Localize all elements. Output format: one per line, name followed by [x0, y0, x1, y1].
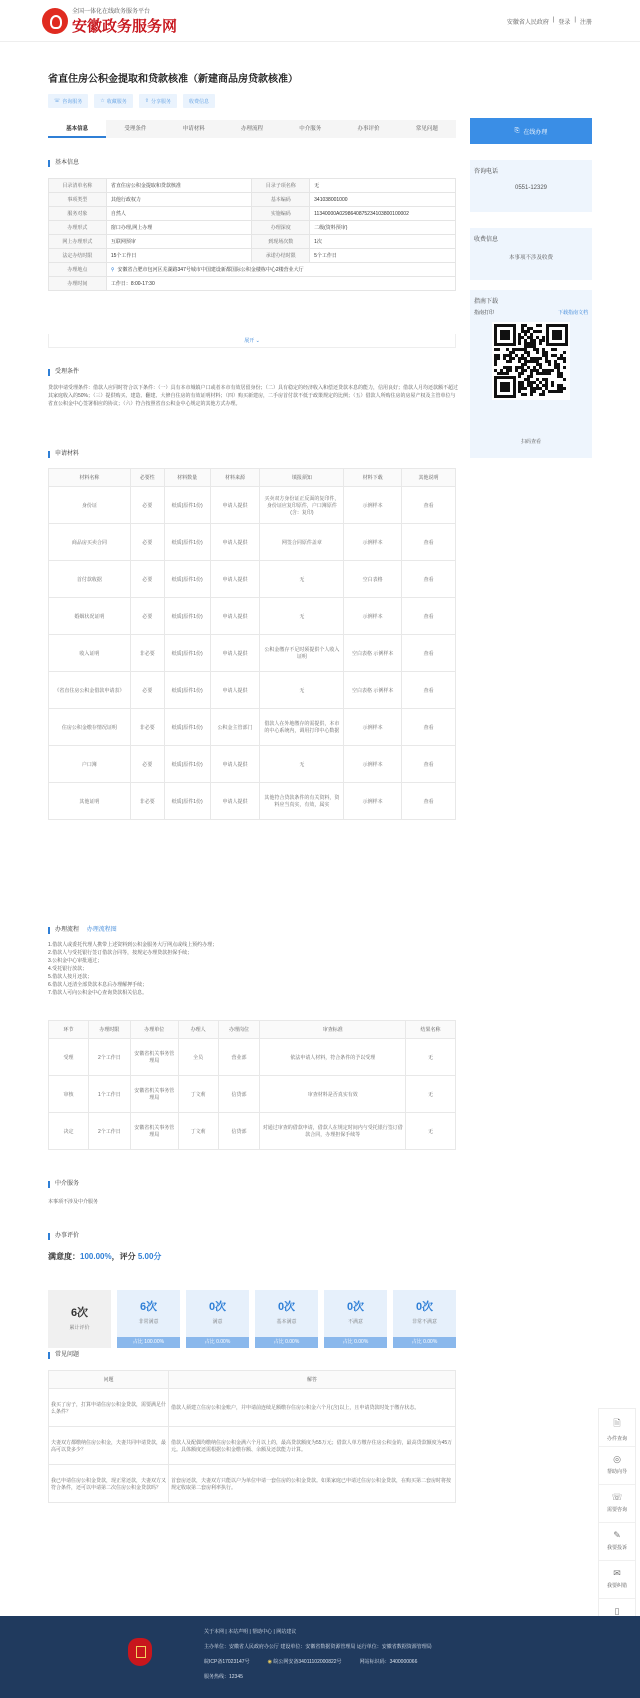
info-row — [49, 193, 456, 207]
section-tabs — [48, 120, 456, 138]
download-sample-link[interactable]: 示例样本 — [344, 709, 402, 746]
table-cell: 借款人及配偶均缴纳住房公积金满六个月以上的，最高贷款额度为55万元；借款人单方缴存住房公积金的，最高贷款额度为45万元。具体额度还需根据公积金缴存额、余额及还款能力计算。 — [169, 1427, 456, 1465]
column-header: 结果名称 — [406, 1021, 456, 1039]
top-links — [507, 17, 592, 26]
table-cell: 无 — [406, 1113, 456, 1150]
consult-phone: 0551-12329 — [514, 185, 548, 191]
download-sample-link[interactable]: 示例样本 — [344, 524, 402, 561]
table-cell: 营业部 — [218, 1039, 260, 1076]
fee-title: 收费信息 — [474, 237, 499, 243]
tab-basic-info[interactable]: 基本信息 — [48, 120, 106, 138]
section-heading-faq: 常见问题 — [48, 1352, 79, 1359]
qr-code-icon — [492, 322, 570, 400]
evaluation-ratio: 占比 0.00% — [324, 1337, 387, 1348]
chat-icon: ☏ — [611, 1492, 623, 1502]
police-record[interactable]: ◉ 皖公网安备34011102000822号 — [267, 1659, 342, 1665]
consult-box — [470, 160, 592, 212]
download-sample-link[interactable]: 空白表格 — [344, 561, 402, 598]
table-cell: 申请人提供 — [210, 598, 260, 635]
consult-title: 咨询电话 — [474, 169, 499, 175]
table-cell: 1个工作日 — [88, 1076, 130, 1113]
location-pin-icon: ⚲ — [110, 267, 115, 273]
evaluation-card — [255, 1290, 318, 1348]
view-link[interactable]: 查看 — [402, 783, 456, 820]
info-key: 基本编码 — [252, 193, 310, 207]
apply-icon: ⎘ — [514, 127, 520, 134]
table-cell: 必要 — [130, 672, 164, 709]
evaluation-card — [117, 1290, 180, 1348]
process-step: 1.借款人或委托代理人携带上述资料到公积金服务大厅网点或线上预约办理； — [48, 942, 218, 948]
view-link[interactable]: 查看 — [402, 635, 456, 672]
info-value: 其他行政权力 — [106, 193, 251, 207]
table-cell: 首付款收据 — [49, 561, 131, 598]
table-cell: 必要 — [130, 746, 164, 783]
info-key: 办理地点 — [49, 263, 107, 277]
download-sample-link[interactable]: 空白表格 示例样本 — [344, 672, 402, 709]
float-menu-label: 帮助向导 — [606, 1469, 627, 1475]
table-row — [49, 1427, 456, 1465]
info-row — [49, 221, 456, 235]
section-heading-basic: 基本信息 — [48, 160, 79, 167]
info-key: 实施编码 — [252, 207, 310, 221]
table-cell: 信贷部 — [218, 1113, 260, 1150]
conditions-text: 贷款申请受理条件：借款人应同时符合以下条件：（一）具有本市城镇户口或者本市有效居留身份；（二）具有稳定的经济收入和偿还贷款本息的能力，信用良好；借款人月均还款额不超过其家庭收入的50%；（三）提供购买、建造、翻建、大修自住房的有效证明材料；（四）购买新建房，二手房首付款不低于政策规定的比例；（五）借款人所购住房的房屋产权及主管单位与省直公积金中心签署相应的协议；（六）符合按照省直公积金中心规定的其他方式办理。 — [48, 385, 459, 407]
table-cell: 安徽省机关事务管理局 — [130, 1076, 178, 1113]
table-cell: 户口簿 — [49, 746, 131, 783]
site-logo-icon[interactable] — [42, 8, 68, 34]
basic-info-table — [48, 178, 456, 291]
table-cell: 申请人提供 — [210, 635, 260, 672]
info-value: 1次 — [310, 235, 456, 249]
table-cell: 夫妻双方都缴纳住房公积金，夫妻共同申请贷款，最高可以贷多少？ — [49, 1427, 169, 1465]
process-table — [48, 1020, 456, 1150]
table-cell: 纸质(原件1份) — [164, 672, 210, 709]
online-apply-button[interactable]: ⎘ 在线办理 — [470, 118, 592, 144]
info-value: 5个工作日 — [310, 249, 456, 263]
table-cell: 公积金主管部门 — [210, 709, 260, 746]
info-value: 二级(资料预审) — [310, 221, 456, 235]
table-cell: 依法申请人材料，符合条件的予以受理 — [260, 1039, 406, 1076]
table-cell: 必要 — [130, 598, 164, 635]
info-row — [49, 207, 456, 221]
table-row — [49, 598, 456, 635]
section-heading-agency: 中介服务 — [48, 1181, 79, 1188]
view-link[interactable]: 查看 — [402, 598, 456, 635]
table-cell: 首套房还款，夫妻双方只能以户为单位申请一套住房的公积金贷款。如果家庭已申请过住房公积金贷款，在购买第二套房时将按规定收取第二套房利率执行。 — [169, 1465, 456, 1503]
materials-table — [48, 468, 456, 820]
float-menu-item[interactable] — [599, 1447, 635, 1485]
table-cell: 借款人在外地缴存的需提供，本市的中心系统内，调用打印中心数据 — [260, 709, 344, 746]
platform-name[interactable]: 安徽政务服务网 — [72, 18, 178, 35]
table-cell: 买卖双方身份证正反面的复印件，身份证应复印原件，户口簿原件(含：复印) — [260, 487, 344, 524]
mobile-icon: ▯ — [614, 1606, 620, 1616]
process-step: 7.借款人可向公积金中心查询贷款相关信息。 — [48, 990, 148, 996]
info-row-hours — [49, 277, 456, 291]
evaluation-ratio: 占比 0.00% — [255, 1337, 318, 1348]
column-header: 其他说明 — [402, 469, 456, 487]
footer-host: 主办单位：安徽省人民政府办公厅 建设单位：安徽省数据资源管理局 运行单位：安徽省数据资源管理局 — [204, 1644, 432, 1650]
evaluation-count: 0次 — [415, 1301, 434, 1313]
police-badge-icon: ◉ — [267, 1659, 272, 1665]
column-header: 材料名称 — [49, 469, 131, 487]
edit-icon: ✎ — [613, 1530, 621, 1540]
tab-conditions[interactable]: 受理条件 — [124, 126, 147, 132]
table-row — [49, 783, 456, 820]
table-cell: 我已申请住房公积金贷款，现正常还款，夫妻双方又符合条件，还可以申请第二次住房公积金贷款吗？ — [49, 1465, 169, 1503]
column-header: 办理岗位 — [218, 1021, 260, 1039]
table-row — [49, 746, 456, 783]
tab-faq[interactable]: 常见问题 — [415, 126, 438, 132]
table-cell: 身份证 — [49, 487, 131, 524]
evaluation-ratio: 占比 0.00% — [393, 1337, 456, 1348]
table-cell: 申请人提供 — [210, 487, 260, 524]
search-doc-icon: 🗎 — [613, 1418, 621, 1428]
site-footer — [0, 1616, 640, 1698]
evaluation-ratio: 占比 0.00% — [186, 1337, 249, 1348]
table-cell: 其他符合贷款条件的有关资料，资料应当真实，有效，属实 — [260, 783, 344, 820]
info-row — [49, 235, 456, 249]
info-key: 服务对象 — [49, 207, 107, 221]
table-cell: 其他证明 — [49, 783, 131, 820]
table-cell: 纸质(原件1份) — [164, 783, 210, 820]
star-icon: ☆ — [100, 98, 105, 104]
share-action-button[interactable]: ⇪ 分享服务 — [139, 94, 177, 108]
favorite-action-button[interactable]: ☆ 收藏服务 — [94, 94, 133, 108]
tab-process[interactable]: 办理流程 — [240, 126, 263, 132]
column-header: 填报须知 — [260, 469, 344, 487]
tab-evaluation[interactable]: 办事评价 — [357, 126, 380, 132]
column-header: 办理人 — [178, 1021, 218, 1039]
agency-text: 本事项不涉及中介服务 — [48, 1199, 99, 1205]
footer-registrations — [204, 1658, 417, 1665]
table-row — [49, 487, 456, 524]
table-cell: 决定 — [49, 1113, 89, 1150]
table-cell: 审查材料是否真实有效 — [260, 1076, 406, 1113]
evaluation-count: 0次 — [277, 1301, 296, 1313]
evaluation-count: 6次 — [70, 1307, 89, 1319]
table-row — [49, 672, 456, 709]
table-cell: 无 — [260, 561, 344, 598]
column-header: 办理单位 — [130, 1021, 178, 1039]
table-row — [49, 1389, 456, 1427]
guide-download-link[interactable]: 下载指南文档 — [557, 310, 588, 316]
float-menu-item[interactable] — [599, 1523, 635, 1561]
table-row — [49, 709, 456, 746]
evaluation-label: 不满意 — [347, 1319, 363, 1325]
table-cell: 商品房买卖合同 — [49, 524, 131, 561]
compass-icon: ◎ — [613, 1454, 621, 1464]
info-key: 到现场次数 — [252, 235, 310, 249]
process-step: 3.公积金中心审批通过； — [48, 958, 103, 964]
section-heading-materials: 申请材料 — [48, 451, 79, 458]
fee-value: 本事项不涉及收费 — [508, 255, 553, 261]
table-cell: 网签合同原件盖章 — [260, 524, 344, 561]
table-cell: 全员 — [178, 1039, 218, 1076]
column-header: 审查标准 — [260, 1021, 406, 1039]
info-value: 15个工作日 — [106, 249, 251, 263]
evaluation-count: 6次 — [139, 1301, 158, 1313]
footer-hotline: 服务热线：12345 — [204, 1674, 243, 1680]
guide-title: 指南下载 — [474, 299, 499, 305]
table-cell: 纸质(原件1份) — [164, 598, 210, 635]
table-cell: 申请人提供 — [210, 672, 260, 709]
info-row — [49, 179, 456, 193]
table-cell: 审核 — [49, 1076, 89, 1113]
info-row — [49, 249, 456, 263]
table-cell: 安徽省机关事务管理局 — [130, 1039, 178, 1076]
evaluation-card — [324, 1290, 387, 1348]
table-cell: 婚姻状况证明 — [49, 598, 131, 635]
table-cell: 2个工作日 — [88, 1039, 130, 1076]
table-cell: 纸质(原件1份) — [164, 561, 210, 598]
info-key: 承诺办结时限 — [252, 249, 310, 263]
footer-links[interactable]: 关于本网 | 本站声明 | 帮助中心 | 网站建议 — [204, 1629, 297, 1635]
evaluation-label: 满意 — [212, 1319, 223, 1325]
info-value-address: ⚲ 安徽省合肥市包河区芜湖路347号城市中国建设新都国际公积金楼栋中心2楼营业大厅 — [106, 263, 455, 277]
info-key: 办理形式 — [49, 221, 107, 235]
table-cell: 安徽省机关事务管理局 — [130, 1113, 178, 1150]
view-link[interactable]: 查看 — [402, 709, 456, 746]
view-link[interactable]: 查看 — [402, 524, 456, 561]
table-cell: 受理 — [49, 1039, 89, 1076]
table-cell: 对通过审查的借款申请，借款人在规定时间内与受托银行签订借款合同，办理担保手续等 — [260, 1113, 406, 1150]
info-key: 法定办结时限 — [49, 249, 107, 263]
table-cell: 非必要 — [130, 709, 164, 746]
info-key: 办理时间 — [49, 277, 107, 291]
evaluation-label: 非常不满意 — [411, 1319, 437, 1325]
table-row — [49, 561, 456, 598]
section-heading-process: 办理流程 办理流程图 — [48, 927, 117, 934]
table-cell: 申请人提供 — [210, 524, 260, 561]
process-steps — [48, 941, 458, 997]
evaluation-summary: 满意度：100.00%，评分 5.00分 — [48, 1252, 162, 1261]
consult-icon: ☏ — [54, 98, 61, 104]
icp-record[interactable]: 皖ICP备17023147号 — [204, 1659, 250, 1665]
separator: | — [574, 17, 576, 23]
table-row — [49, 524, 456, 561]
tab-materials[interactable]: 申请材料 — [182, 126, 205, 132]
info-row-address — [49, 263, 456, 277]
view-link[interactable]: 查看 — [402, 487, 456, 524]
table-cell: 收入证明 — [49, 635, 131, 672]
table-cell: 住房公积金缴存情况证明 — [49, 709, 131, 746]
guide-box — [470, 290, 592, 458]
evaluation-label: 非常满意 — [138, 1319, 159, 1325]
info-value-hours: 工作日：8:00-17:30 — [106, 277, 455, 291]
table-cell: 无 — [406, 1039, 456, 1076]
column-header: 材料下载 — [344, 469, 402, 487]
float-menu-item[interactable] — [599, 1409, 635, 1447]
table-cell: 必要 — [130, 487, 164, 524]
float-menu-label: 我要投诉 — [606, 1545, 627, 1551]
evaluation-count: 0次 — [346, 1301, 365, 1313]
national-emblem-icon — [128, 1638, 152, 1666]
table-cell: 必要 — [130, 524, 164, 561]
info-value: 自然人 — [106, 207, 251, 221]
table-cell: 纸质(原件1份) — [164, 746, 210, 783]
evaluation-card — [48, 1290, 111, 1348]
process-step: 2.借款人与受托银行签订借款合同等，按规定办理贷款担保手续； — [48, 950, 193, 956]
evaluation-ratio: 占比 100.00% — [117, 1337, 180, 1348]
column-header: 办理时限 — [88, 1021, 130, 1039]
table-cell: 丁文莉 — [178, 1076, 218, 1113]
login-link[interactable]: 登录 — [558, 20, 571, 26]
table-cell: 无 — [260, 672, 344, 709]
download-sample-link[interactable]: 示例样本 — [344, 783, 402, 820]
evaluation-label: 基本满意 — [276, 1319, 297, 1325]
process-step: 4.受托银行放款； — [48, 966, 88, 972]
table-cell: 纸质(原件1份) — [164, 709, 210, 746]
table-cell: 信贷部 — [218, 1076, 260, 1113]
info-value: 无 — [310, 179, 456, 193]
qr-caption: 扫码查看 — [520, 439, 541, 445]
action-row — [48, 94, 215, 108]
process-chart-link[interactable]: 办理流程图 — [86, 927, 117, 933]
site-code: 网站标识码：3400000066 — [359, 1659, 418, 1665]
section-heading-conditions: 受理条件 — [48, 369, 79, 376]
separator: | — [552, 17, 555, 23]
download-sample-link[interactable]: 示例样本 — [344, 746, 402, 783]
evaluation-count: 0次 — [208, 1301, 227, 1313]
download-sample-link[interactable]: 示例样本 — [344, 487, 402, 524]
evaluation-card — [186, 1290, 249, 1348]
table-cell: 《省直住房公积金借款申请表》 — [49, 672, 131, 709]
table-cell: 无 — [260, 598, 344, 635]
float-menu-label: 需要咨询 — [606, 1507, 627, 1513]
column-header: 材料数量 — [164, 469, 210, 487]
info-key: 目录清单名称 — [49, 179, 107, 193]
table-cell: 必要 — [130, 561, 164, 598]
float-menu-label: 我要纠错 — [606, 1583, 627, 1589]
info-key: 办理深度 — [252, 221, 310, 235]
fee-box — [470, 228, 592, 280]
info-key: 网上办理形式 — [49, 235, 107, 249]
guide-print-link[interactable]: 指南打印 — [474, 310, 495, 316]
tab-agency[interactable]: 中介服务 — [299, 126, 322, 132]
info-value: 省直住房公积金提取和贷款核准 — [106, 179, 251, 193]
view-link[interactable]: 查看 — [402, 746, 456, 783]
consult-action-button[interactable]: ☏ 咨询服务 — [48, 94, 88, 108]
view-link[interactable]: 查看 — [402, 561, 456, 598]
table-cell: 非必要 — [130, 635, 164, 672]
column-header: 解答 — [169, 1371, 456, 1389]
table-cell: 纸质(原件1份) — [164, 487, 210, 524]
platform-subtitle: 全国一体化在线政务服务平台 — [72, 9, 151, 15]
table-cell: 公积金缴存不足时须提供个人收入证明 — [260, 635, 344, 672]
info-value: 窗口办理,网上办理 — [106, 221, 251, 235]
table-cell: 我买了房子，打算申请住房公积金贷款，需要满足什么条件？ — [49, 1389, 169, 1427]
process-step: 6.借款人还清全部贷款本息后办理解押手续； — [48, 982, 148, 988]
table-cell: 纸质(原件1份) — [164, 635, 210, 672]
table-cell: 申请人提供 — [210, 783, 260, 820]
info-value: 341038001000 — [310, 193, 456, 207]
info-value: 11340000A0298640875234103800100002 — [310, 207, 456, 221]
table-row — [49, 1465, 456, 1503]
view-link[interactable]: 查看 — [402, 672, 456, 709]
table-cell: 无 — [260, 746, 344, 783]
evaluation-card — [393, 1290, 456, 1348]
mail-icon: ✉ — [613, 1568, 621, 1578]
column-header: 材料来源 — [210, 469, 260, 487]
process-step: 5.借款人按月还款； — [48, 974, 93, 980]
faq-table — [48, 1370, 456, 1503]
evaluation-cards — [48, 1290, 456, 1348]
column-header: 必要性 — [130, 469, 164, 487]
table-row — [49, 635, 456, 672]
table-cell: 申请人提供 — [210, 561, 260, 598]
site-header — [0, 0, 640, 42]
column-header: 环节 — [49, 1021, 89, 1039]
expand-button[interactable]: 展开 ⌄ — [48, 334, 456, 348]
download-sample-link[interactable]: 空白表格 示例样本 — [344, 635, 402, 672]
table-row — [49, 1039, 456, 1076]
table-cell: 丁文莉 — [178, 1113, 218, 1150]
download-sample-link[interactable]: 示例样本 — [344, 598, 402, 635]
table-cell: 申请人提供 — [210, 746, 260, 783]
float-menu-label: 办件查询 — [606, 1436, 627, 1442]
float-menu-item[interactable] — [599, 1485, 635, 1523]
table-cell: 2个工作日 — [88, 1113, 130, 1150]
register-link[interactable]: 注册 — [579, 20, 592, 26]
float-menu-item[interactable] — [599, 1561, 635, 1599]
gov-link[interactable]: 安徽省人民政府 — [506, 20, 549, 26]
table-row — [49, 1076, 456, 1113]
column-header: 问题 — [49, 1371, 169, 1389]
table-cell: 纸质(原件1份) — [164, 524, 210, 561]
info-key: 目录子项名称 — [252, 179, 310, 193]
evaluation-label: 累计评价 — [69, 1325, 90, 1331]
section-heading-evaluation: 办事评价 — [48, 1233, 79, 1240]
info-value: 互联网预审 — [106, 235, 251, 249]
page-title: 省直住房公积金提取和贷款核准（新建商品房贷款核准） — [48, 74, 298, 85]
table-cell: 借款人须建立住房公积金账户，并申请前连续足额缴存住房公积金六个月(含)以上，且申请贷款时处于缴存状态。 — [169, 1389, 456, 1427]
table-row — [49, 1113, 456, 1150]
info-key: 事项类型 — [49, 193, 107, 207]
fee-action-button[interactable]: 收费信息 — [183, 94, 215, 108]
table-cell: 非必要 — [130, 783, 164, 820]
table-cell: 无 — [406, 1076, 456, 1113]
share-icon: ⇪ — [144, 98, 149, 104]
